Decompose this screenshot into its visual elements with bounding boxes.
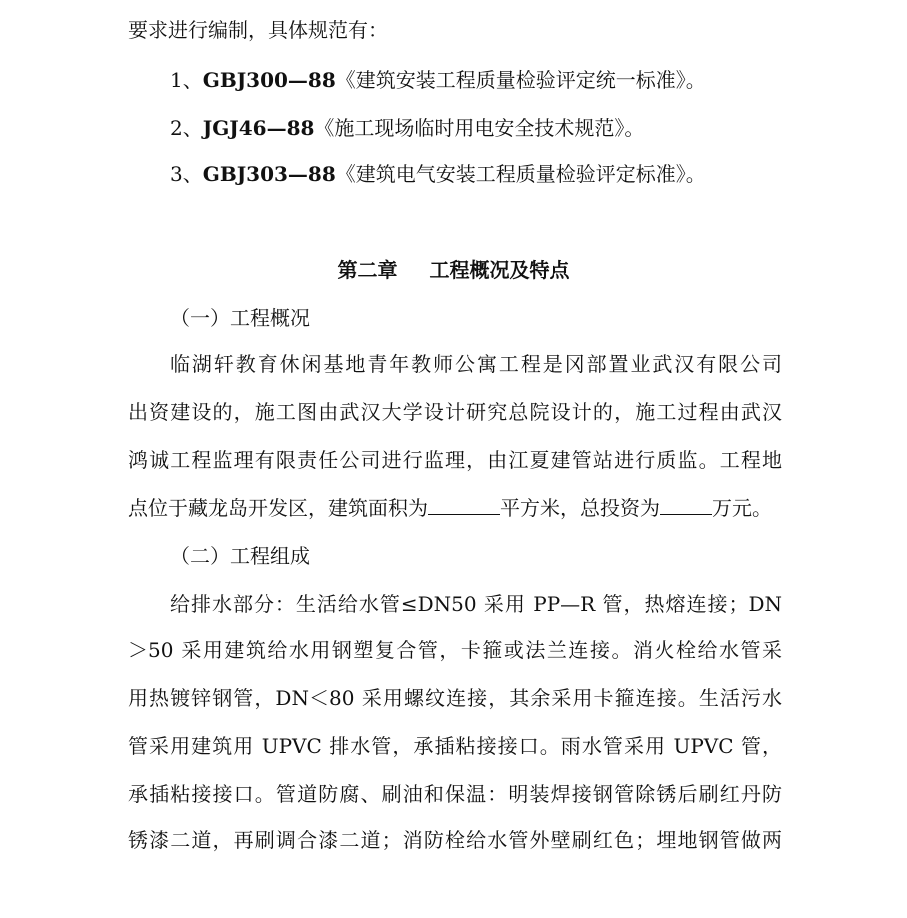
reference-item-2 xyxy=(170,114,644,142)
paragraph-line: 承插粘接接口。管道防腐、刷油和保温：明装焊接钢管除锈后刷红丹防 xyxy=(128,782,782,806)
paragraph-line: ＞50 采用建筑给水用钢塑复合管，卡箍或法兰连接。消火栓给水管采 xyxy=(128,638,782,662)
reference-item-3 xyxy=(170,160,706,188)
chapter-title: 工程概况及特点 xyxy=(429,258,570,282)
reference-title: 《建筑电气安装工程质量检验评定标准》。 xyxy=(335,162,706,186)
reference-code: GBJ303—88 xyxy=(202,162,336,186)
area-blank xyxy=(428,494,500,515)
currency-unit: 万元。 xyxy=(712,496,772,520)
investment-blank xyxy=(660,494,712,515)
chapter-number: 第二章 xyxy=(337,258,398,282)
reference-code: GBJ300—88 xyxy=(202,68,336,92)
section-heading-overview: （一）工程概况 xyxy=(170,306,310,330)
paragraph-line: 用热镀锌钢管，DN＜80 采用螺纹连接，其余采用卡箍连接。生活污水 xyxy=(128,686,782,710)
paragraph-line: 给排水部分：生活给水管≤DN50 采用 PP—R 管，热熔连接；DN xyxy=(170,592,782,616)
paragraph-line: 锈漆二道，再刷调合漆二道；消防栓给水管外壁刷红色；埋地钢管做两 xyxy=(128,828,782,852)
section-heading-composition: （二）工程组成 xyxy=(170,544,310,568)
reference-title: 《施工现场临时用电安全技术规范》。 xyxy=(314,116,645,140)
investment-label: 平方米，总投资为 xyxy=(500,496,660,520)
paragraph-line: 出资建设的，施工图由武汉大学设计研究总院设计的，施工过程由武汉 xyxy=(128,400,782,424)
reference-code: JGJ46—88 xyxy=(202,116,315,140)
area-label: 点位于藏龙岛开发区，建筑面积为 xyxy=(128,496,428,520)
paragraph-line: 鸿诚工程监理有限责任公司进行监理，由江夏建管站进行质监。工程地 xyxy=(128,448,782,472)
paragraph-line: 管采用建筑用 UPVC 排水管，承插粘接接口。雨水管采用 UPVC 管， xyxy=(128,734,782,758)
reference-title: 《建筑安装工程质量检验评定统一标准》。 xyxy=(335,68,706,92)
chapter-heading xyxy=(0,256,907,284)
paragraph-line: 临湖轩教育休闲基地青年教师公寓工程是冈部置业武汉有限公司 xyxy=(170,352,782,376)
reference-number: 3、 xyxy=(170,162,203,186)
reference-number: 2、 xyxy=(170,116,203,140)
reference-item-1 xyxy=(170,66,706,94)
intro-line: 要求进行编制，具体规范有： xyxy=(128,18,388,42)
reference-number: 1、 xyxy=(170,68,203,92)
paragraph-line-with-blanks xyxy=(128,494,772,522)
